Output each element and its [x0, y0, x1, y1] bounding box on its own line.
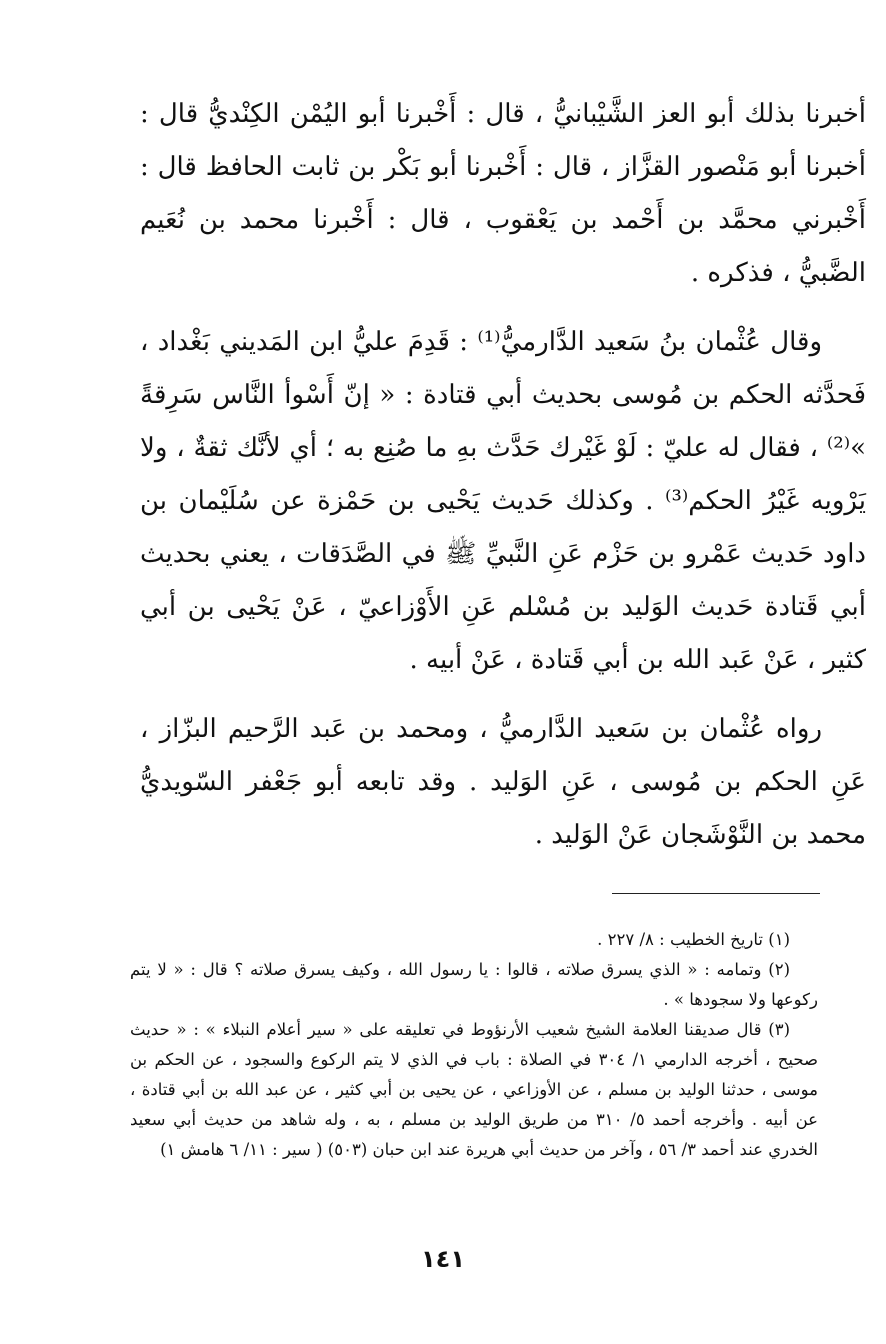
footnote-divider	[612, 893, 820, 894]
paragraph-1: أخبرنا بذلك أبو العز الشَّيْبانيُّ ، قال : أَخْبرنا أبو اليُمْن الكِنْديُّ قال : أخبرنا أبو مَنْصور القزَّاز ، قال : أَخْبرنا أبو بَكْر بن ثابت الحافظ قال : أَخْبرني محمَّد بن أَحْمد بن يَعْقوب ، قال : أَخْبرنا محمد بن نُعَيم الضَّبيُّ ، فذكره .	[140, 99, 866, 288]
main-text	[140, 88, 866, 878]
footnote-1: (١) تاريخ الخطيب : ٨/ ٢٢٧ .	[597, 930, 790, 949]
paragraph-3: رواه عُثْمان بن سَعيد الدَّارميُّ ، ومحمد بن عَبد الرَّحيم البزّاز ، عَنِ الحكم بن مُوسى ، عَنِ الوَليد . وقد تابعه أبو جَعْفر السّويديُّ محمد بن النَّوْشَجان عَنْ الوَليد .	[140, 714, 866, 850]
paragraph-2: وقال عُثْمان بنُ سَعيد الدَّارميُّ⁽¹⁾ : قَدِمَ عليُّ ابن المَديني بَغْداد ، فَحدَّثه الحكم بن مُوسى بحديث أبي قتادة : « إنّ أَسْوأ النَّاس سَرِقةً »⁽²⁾ ، فقال له عليّ : لَوْ غَيْرك حَدَّث بهِ ما صُنِع به ؛ أي لأنَّك ثقةٌ ، ولا يَرْويه غَيْرُ الحكم⁽³⁾ . وكذلك حَديث يَحْيى بن حَمْزة عن سُلَيْمان بن داود حَديث عَمْرو بن حَزْم عَنِ النَّبيِّ ﷺ في الصَّدَقات ، يعني بحديث أبي قَتادة حَديث الوَليد بن مُسْلم عَنِ الأَوْزاعيّ ، عَنْ يَحْيى بن أبي كثير ، عَنْ عَبد الله بن أبي قَتادة ، عَنْ أبيه .	[140, 327, 866, 675]
page-number: ١٤١	[421, 1245, 465, 1273]
footnote-3: (٣) قال صديقنا العلامة الشيخ شعيب الأرنؤوط في تعليقه على « سير أعلام النبلاء » : « حديث صحيح ، أخرجه الدارمي ١/ ٣٠٤ في الصلاة : باب في الذي لا يتم الركوع والسجود ، عن الحكم بن موسى ، حدثنا الوليد بن مسلم ، عن الأوزاعي ، عن يحيى بن أبي كثير ، عن عبد الله بن أبي قتادة ، عن أبيه . وأخرجه أحمد ٥/ ٣١٠ من طريق الوليد بن مسلم ، به ، وله شاهد من حديث أبي سعيد الخدري عند أحمد ٣/ ٥٦ ، وآخر من حديث أبي هريرة عند ابن حبان (٥٠٣) ( سير : ١١/ ٦ هامش ١)	[130, 1020, 819, 1159]
footnotes	[130, 925, 818, 1165]
footnote-2: (٢) وتمامه : « الذي يسرق صلاته ، قالوا : يا رسول الله ، وكيف يسرق صلاته ؟ قال : « لا يتم ركوعها ولا سجودها » .	[130, 960, 818, 1009]
